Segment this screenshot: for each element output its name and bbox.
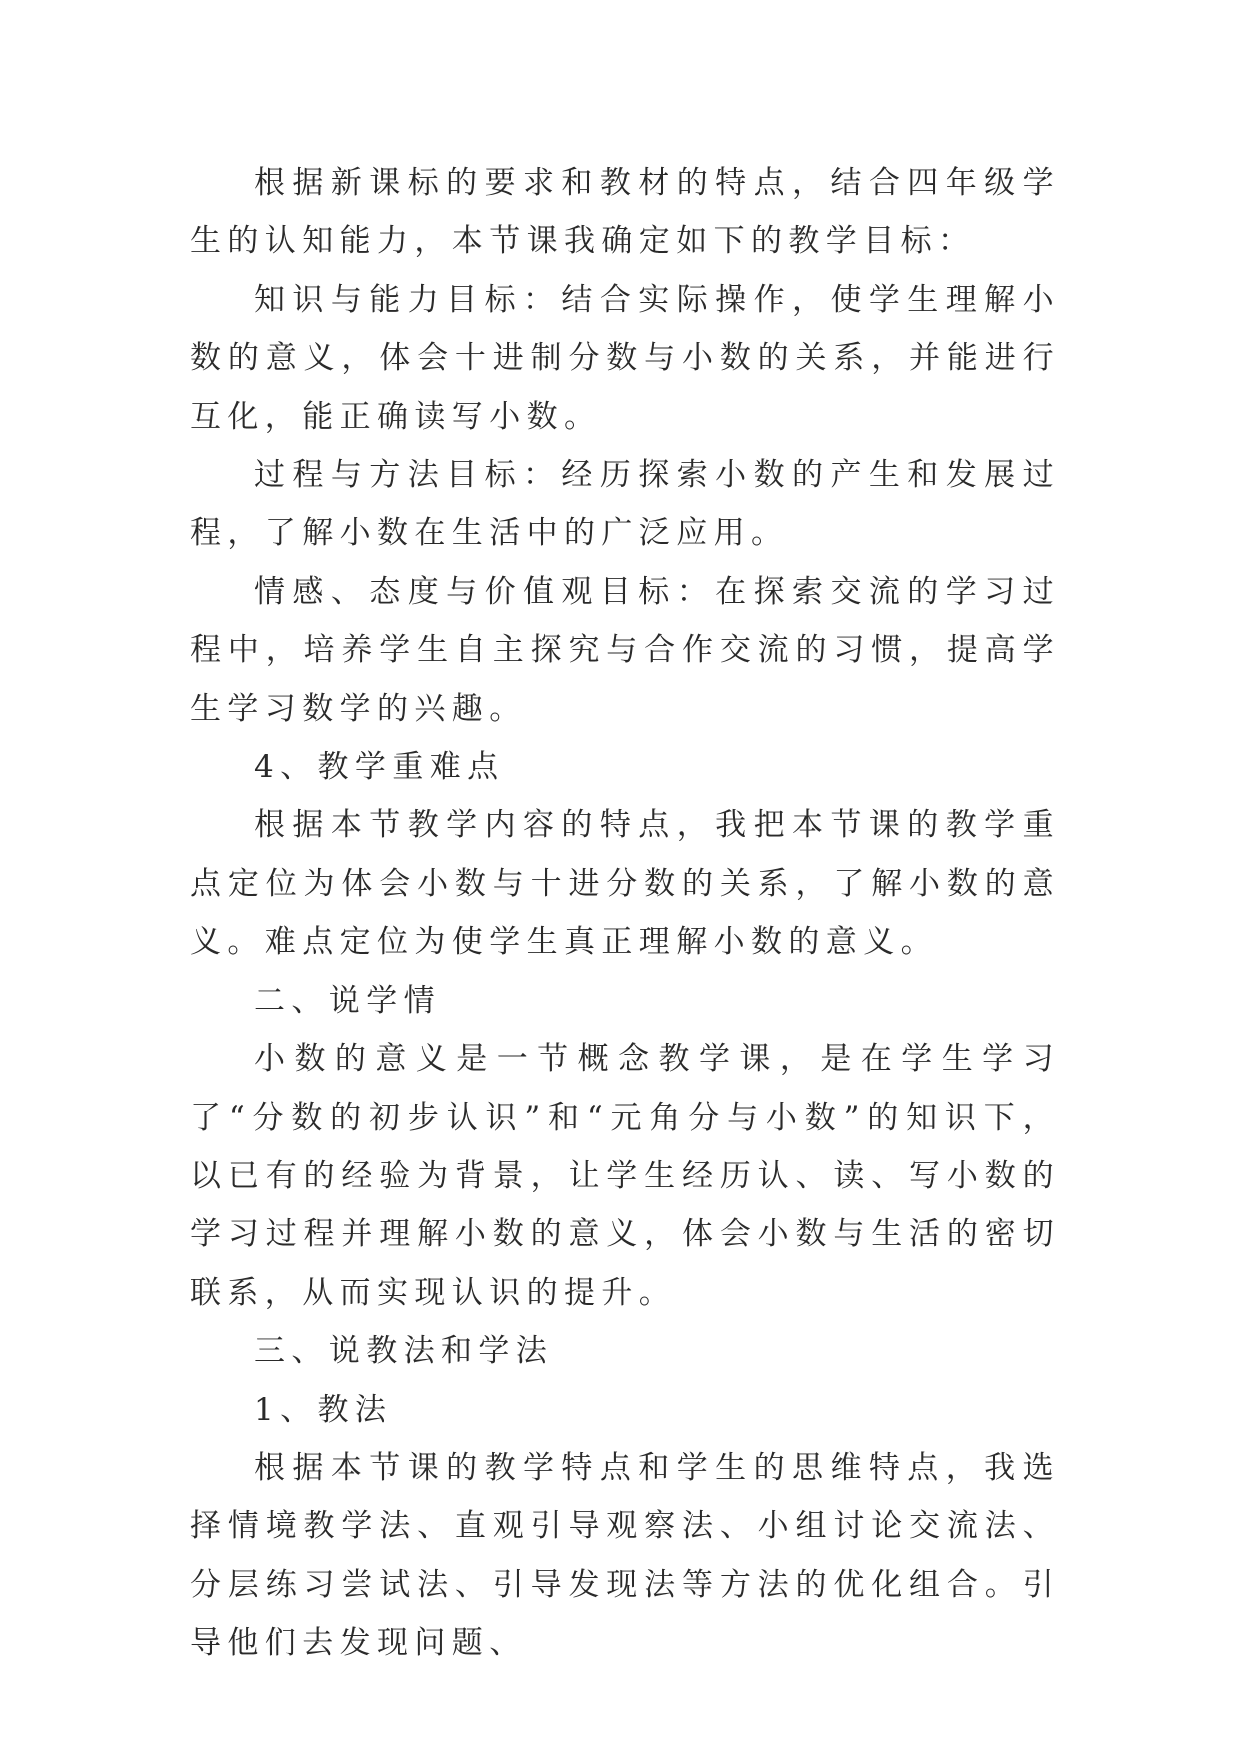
paragraph-process-method-goal: 过程与方法目标：经历探索小数的产生和发展过程，了解小数在生活中的广泛应用。 (190, 457, 1060, 552)
section-heading-teaching-method: 1、教法 (254, 1391, 393, 1428)
paragraph-teaching-goals-intro: 根据新课标的要求和教材的特点，结合四年级学生的认知能力，本节课我确定如下的教学目标： (190, 165, 1060, 260)
section-heading-student-analysis: 二、说学情 (254, 982, 441, 1019)
paragraph-knowledge-ability-goal: 知识与能力目标：结合实际操作，使学生理解小数的意义，体会十进制分数与小数的关系，并能进行互化，能正确读写小数。 (190, 281, 1060, 435)
paragraph-emotion-attitude-goal: 情感、态度与价值观目标：在探索交流的学习过程中，培养学生自主探究与合作交流的习惯，提高学生学习数学的兴趣。 (190, 573, 1060, 727)
section-heading-key-difficult-points: 4、教学重难点 (254, 749, 505, 786)
document-body (190, 154, 1060, 1673)
paragraph-student-analysis: 小数的意义是一节概念教学课，是在学生学习了“分数的初步认识”和“元角分与小数”的知识下，以已有的经验为背景，让学生经历认、读、写小数的学习过程并理解小数的意义，体会小数与生活的密切联系，从而实现认识的提升。 (190, 1041, 1060, 1311)
paragraph-key-difficult-points: 根据本节教学内容的特点，我把本节课的教学重点定位为体会小数与十进分数的关系，了解小数的意义。难点定位为使学生真正理解小数的意义。 (190, 807, 1060, 961)
section-heading-teaching-learning-methods: 三、说教法和学法 (254, 1333, 554, 1370)
paragraph-teaching-method: 根据本节课的教学特点和学生的思维特点，我选择情境教学法、直观引导观察法、小组讨论交流法、分层练习尝试法、引导发现法等方法的优化组合。引导他们去发现问题、 (190, 1449, 1060, 1662)
